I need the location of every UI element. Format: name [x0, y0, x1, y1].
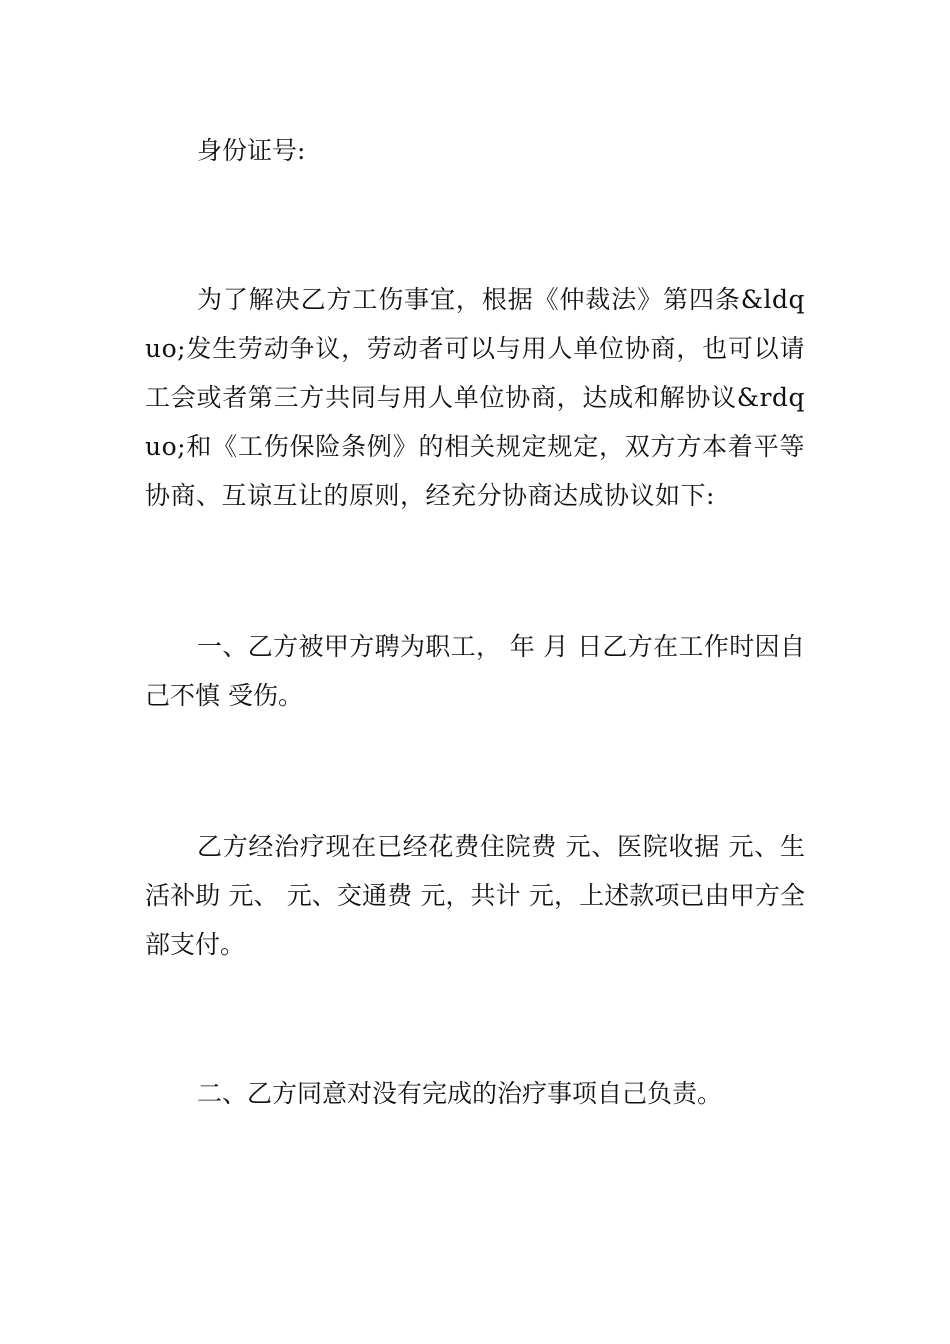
agreement-intro-paragraph: 为了解决乙方工伤事宜，根据《仲裁法》第四条&ldquo;发生劳动争议，劳动者可以与用人单位协商，也可以请工会或者第三方共同与用人单位协商，达成和解协议&rdquo;和《工伤保险条例》的相关规定规定，双方方本着平等协商、互谅互让的原则，经充分协商达成协议如下:	[145, 285, 805, 510]
medical-costs-paragraph: 乙方经治疗现在已经花费住院费 元、医院收据 元、生活补助 元、 元、交通费 元，共计 元，上述款项已由甲方全部支付。	[145, 832, 805, 959]
id-number-line: 身份证号:	[197, 136, 306, 165]
clause-two-paragraph: 二、乙方同意对没有完成的治疗事项自己负责。	[197, 1079, 723, 1108]
clause-one-paragraph: 一、乙方被甲方聘为职工， 年 月 日乙方在工作时因自己不慎 受伤。	[145, 632, 805, 710]
